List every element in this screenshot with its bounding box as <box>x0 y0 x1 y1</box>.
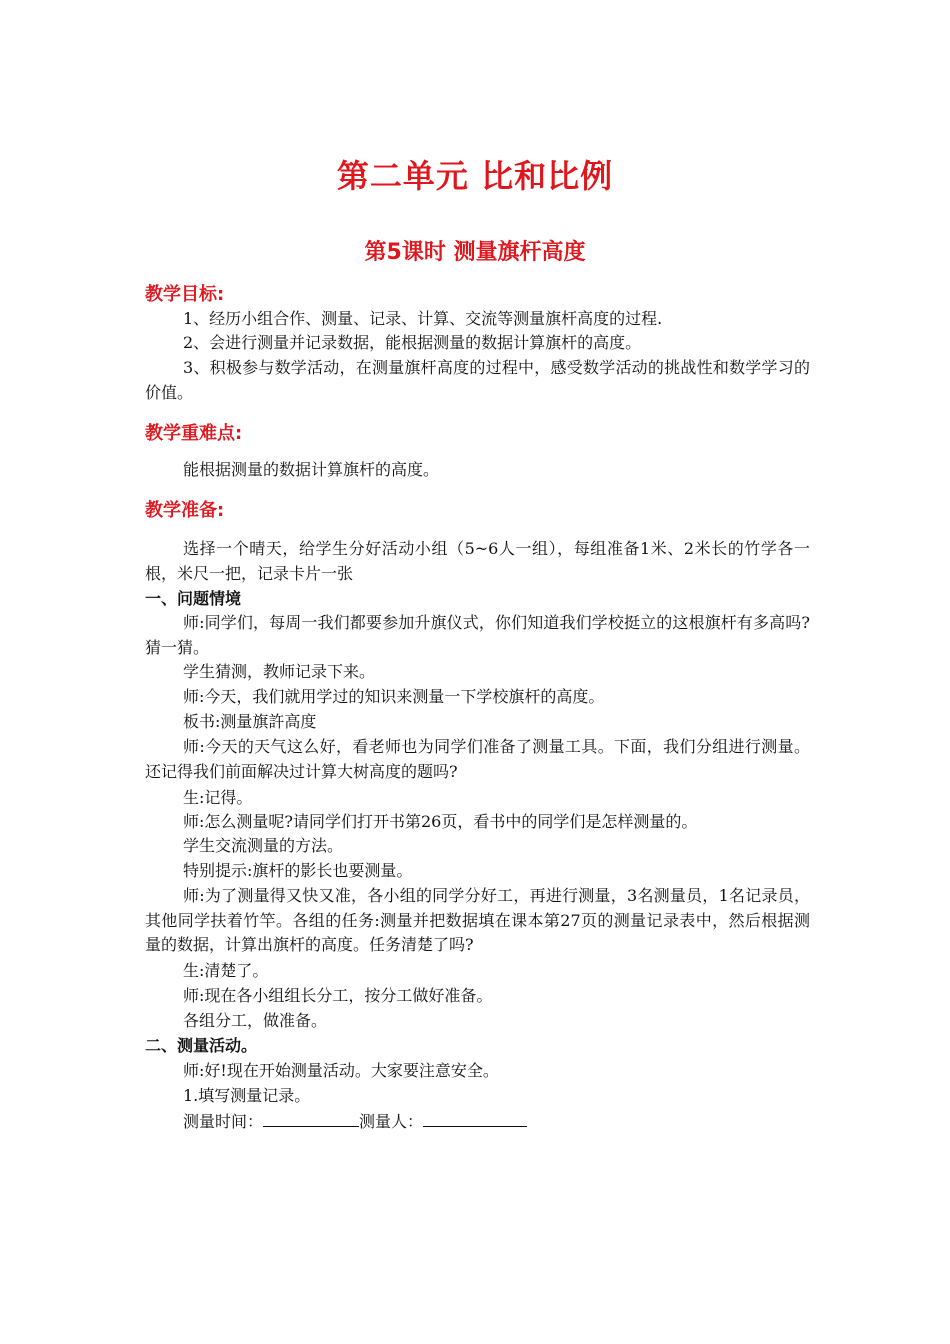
key-points-heading: 教学重难点: <box>145 423 243 444</box>
objective-item: 2、会进行测量并记录数据，能根据测量的数据计算旗杆的高度。 <box>183 333 642 352</box>
dialogue-paragraph: 学生猜测，教师记录下来。 <box>183 662 376 681</box>
dialogue-paragraph: 1.填写测量记录。 <box>183 1086 311 1105</box>
preparation-text: 选择一个晴天，给学生分好活动小组（5~6人一组），每组准备1米、2米长的竹学各一根，米尺一把，记录卡片一张 <box>145 539 810 583</box>
dialogue-paragraph: 师:现在各小组组长分工，按分工做好准备。 <box>183 986 493 1005</box>
lesson-title: 第5课时 测量旗杆高度 <box>364 240 586 265</box>
dialogue-paragraph: 生:清楚了。 <box>183 961 269 980</box>
key-points-text: 能根据测量的数据计算旗杆的高度。 <box>183 460 440 479</box>
measurer-label: 测量人： <box>359 1112 424 1131</box>
dialogue-paragraph: 师:同学们，每周一我们都要参加升旗仪式，你们知道我们学校挺立的这根旗杆有多高吗?猜一猜。 <box>145 613 810 657</box>
dialogue-paragraph: 学生交流测量的方法。 <box>183 836 344 855</box>
section-heading: 二、测量活动。 <box>145 1036 258 1055</box>
dialogue-paragraph: 师:怎么测量呢?请同学们打开书第26页，看书中的同学们是怎样测量的。 <box>183 812 698 831</box>
dialogue-paragraph: 师:今天，我们就用学过的知识来测量一下学校旗杆的高度。 <box>183 687 605 706</box>
measure-time-blank <box>263 1109 359 1127</box>
dialogue-paragraph: 板书:测量旗許高度 <box>183 712 317 731</box>
objectives-heading: 教学目标: <box>145 284 225 305</box>
dialogue-paragraph: 特别提示:旗杆的影长也要测量。 <box>183 861 413 880</box>
objective-item: 3、积极参与数学活动，在测量旗杆高度的过程中，感受数学活动的挑战性和数学学习的价值。 <box>145 358 810 402</box>
dialogue-paragraph: 师:为了测量得又快又准，各小组的同学分好工，再进行测量，3名测量员，1名记录员，其他同学扶着竹竿。各组的任务:测量并把数据填在课本第27页的测量记录表中，然后根据测量的数据，计算出旗杆的高度。任务清楚了吗? <box>145 886 810 954</box>
dialogue-paragraph: 师:好!现在开始测量活动。大家要注意安全。 <box>183 1061 499 1080</box>
unit-title: 第二单元 比和比例 <box>336 157 614 195</box>
measurement-record-line <box>183 1109 527 1135</box>
measure-time-label: 测量时间： <box>183 1112 264 1131</box>
dialogue-paragraph: 师:今天的天气这么好，看老师也为同学们准备了测量工具。下面，我们分组进行测量。还记得我们前面解决过计算大树高度的题吗? <box>145 737 810 781</box>
dialogue-paragraph: 各组分工，做准备。 <box>183 1011 328 1030</box>
objective-item: 1、经历小组合作、测量、记录、计算、交流等测量旗杆高度的过程. <box>183 309 663 328</box>
dialogue-paragraph: 生:记得。 <box>183 788 253 807</box>
section-heading: 一、问题情境 <box>145 589 242 608</box>
preparation-heading: 教学准备: <box>145 500 225 521</box>
measurer-blank <box>423 1109 527 1127</box>
